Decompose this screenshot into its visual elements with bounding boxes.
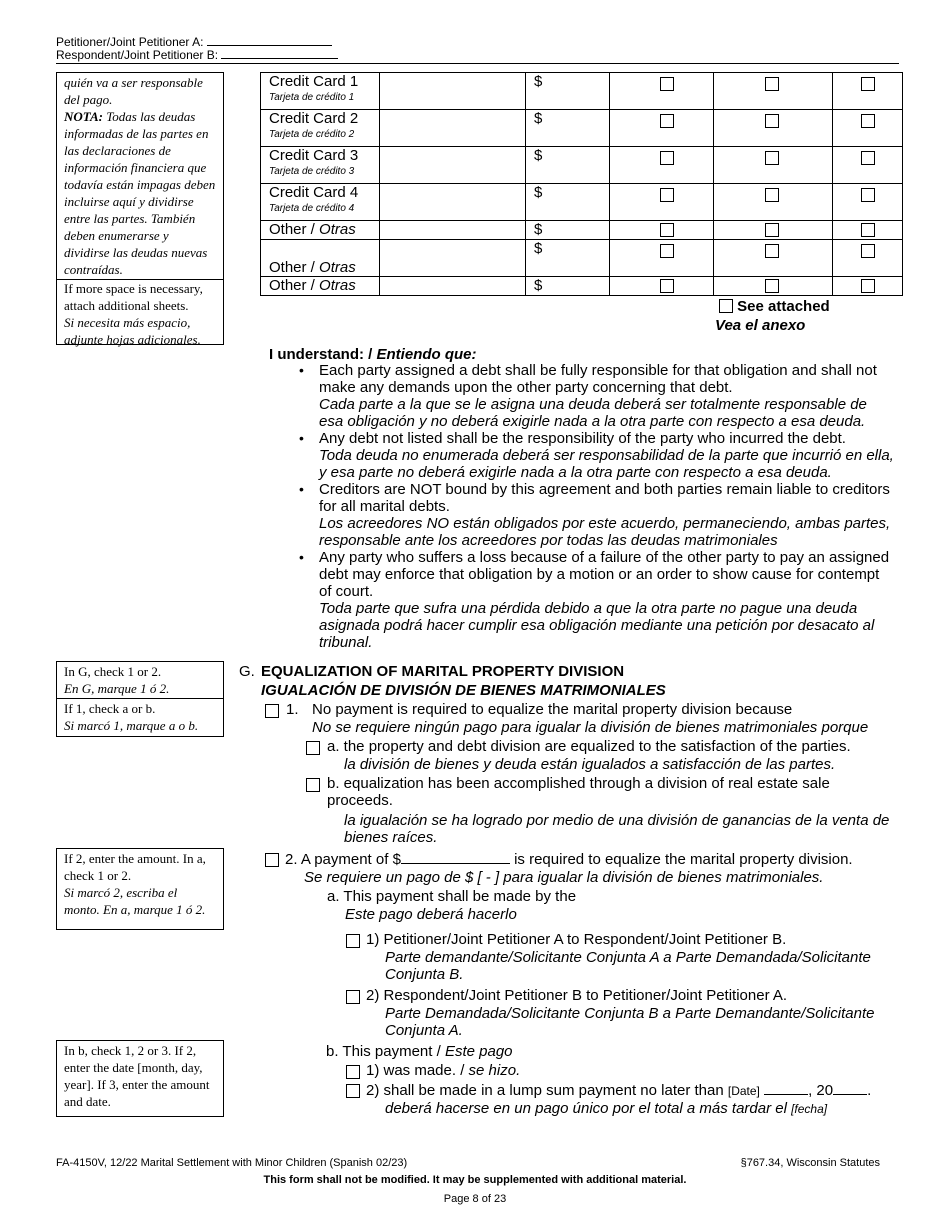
row-label: Other / xyxy=(269,221,320,238)
creditor-field[interactable] xyxy=(380,110,526,147)
row-label: Credit Card 1 xyxy=(269,73,359,90)
g-2b2-es: deberá hacerse en un pago único por el total a más tardar el [fecha] xyxy=(385,1100,828,1117)
checkbox[interactable] xyxy=(861,188,875,202)
respondent-b-name-field[interactable] xyxy=(221,47,338,59)
checkbox[interactable] xyxy=(660,114,674,128)
g-2a2-checkbox[interactable] xyxy=(346,990,360,1004)
sidebar-note-payment: If 2, enter the amount. In a, check 1 or 2. Si marcó 2, escriba el monto. En a, marque 1 ó 2. xyxy=(56,848,224,930)
row-label: Credit Card 4 xyxy=(269,184,359,201)
list-item: • Any debt not listed shall be the responsibility of the party who incurred the debt. Toda deuda no enumerada deberá ser responsabilidad de la parte que incurrió en ella, y esa parte no deberá exigirle nada a la otra parte con respecto a esa deuda. xyxy=(319,430,894,481)
row-sublabel: Tarjeta de crédito 1 xyxy=(269,92,355,103)
checkbox[interactable] xyxy=(765,279,779,293)
checkbox[interactable] xyxy=(765,77,779,91)
g-2b-en: b. This payment / Este pago xyxy=(326,1043,513,1060)
understand-list xyxy=(319,362,894,651)
g-2b2-checkbox[interactable] xyxy=(346,1084,360,1098)
g-option-2-es: Se requiere un pago de $ [ - ] para igualar la división de bienes matrimoniales. xyxy=(304,869,824,886)
row-label: Other / xyxy=(269,259,320,276)
g-2b1-en: 1) was made. / se hizo. xyxy=(366,1062,521,1079)
sidebar-note-g: In G, check 1 or 2. En G, marque 1 ó 2. If 1, check a or b. Si marcó 1, marque a o b. xyxy=(56,661,224,737)
g-option-1a-checkbox[interactable] xyxy=(306,741,320,755)
checkbox[interactable] xyxy=(861,279,875,293)
checkbox[interactable] xyxy=(660,244,674,258)
payment-date-field[interactable] xyxy=(764,1081,808,1095)
checkbox[interactable] xyxy=(660,188,674,202)
footer-notice: This form shall not be modified. It may be supplemented with additional material. xyxy=(263,1174,687,1186)
creditor-field[interactable] xyxy=(380,73,526,110)
creditor-field[interactable] xyxy=(380,184,526,221)
g-option-2-en: 2. A payment of $ is required to equalize the marital property division. xyxy=(285,851,853,868)
creditor-field[interactable] xyxy=(380,277,526,296)
section-g-title: EQUALIZATION OF MARITAL PROPERTY DIVISION xyxy=(261,663,625,680)
g-option-1-checkbox[interactable] xyxy=(265,704,279,718)
list-item: • Any party who suffers a loss because of a failure of the other party to pay an assigned debt may enforce that obligation by a motion or an order to show cause for contempt of court. Toda parte que sufra una pérdida debido a que la otra parte no pague una deuda asignada podrá hacer cumplir esa obligación mediante una petición por desacato al tribunal. xyxy=(319,549,894,651)
checkbox[interactable] xyxy=(765,244,779,258)
amount-field[interactable]: $ xyxy=(526,110,610,147)
row-sublabel: Tarjeta de crédito 3 xyxy=(269,166,355,177)
row-sublabel: Tarjeta de crédito 2 xyxy=(269,129,355,140)
payment-amount-field[interactable] xyxy=(401,850,510,864)
footer-statute: §767.34, Wisconsin Statutes xyxy=(740,1157,880,1169)
section-g-title-es: IGUALACIÓN DE DIVISIÓN DE BIENES MATRIMONIALES xyxy=(261,682,666,699)
nota-label: NOTA: xyxy=(64,109,103,124)
g-option-1b-checkbox[interactable] xyxy=(306,778,320,792)
g-2b2-en: 2) shall be made in a lump sum payment no later than [Date] , 20 . xyxy=(366,1082,872,1099)
see-attached xyxy=(719,298,830,315)
table-row xyxy=(261,73,903,110)
table-row: Other / Otras $ xyxy=(261,277,903,296)
amount-field[interactable]: $ xyxy=(526,184,610,221)
g-option-2-checkbox[interactable] xyxy=(265,853,279,867)
table-row xyxy=(261,184,903,221)
g-option-1-num: 1. xyxy=(286,701,299,718)
g-option-1a-en: a. the property and debt division are equalized to the satisfaction of the parties. xyxy=(327,738,851,755)
see-attached-checkbox[interactable] xyxy=(719,299,733,313)
g-2a-es: Este pago deberá hacerlo xyxy=(345,906,517,923)
nota-text: Todas las deudas informadas de las partes en las declaraciones de información financiera que todavía están impagas deben incluirse aquí y dividirse entre las partes. También deben enumerarse y dividirse las deudas nuevas contraídas. xyxy=(64,109,216,277)
sidebar-note-es: quién va a ser responsable del pago. xyxy=(64,75,203,107)
debt-table xyxy=(260,72,903,296)
checkbox[interactable] xyxy=(660,223,674,237)
section-g-letter: G. xyxy=(239,663,255,680)
understand-title: I understand: / Entiendo que: xyxy=(269,346,477,363)
amount-field[interactable]: $ xyxy=(526,277,610,296)
row-sublabel: Tarjeta de crédito 4 xyxy=(269,203,355,214)
table-row: Other / Otras $ xyxy=(261,221,903,240)
see-attached-es: Vea el anexo xyxy=(715,317,806,334)
table-row xyxy=(261,110,903,147)
see-attached-label: See attached xyxy=(737,298,830,315)
payment-year-field[interactable] xyxy=(833,1081,867,1095)
checkbox[interactable] xyxy=(861,244,875,258)
header-respondent-b xyxy=(56,47,338,62)
list-item: • Creditors are NOT bound by this agreement and both parties remain liable to creditors for all marital debts. Los acreedores NO están obligados por este acuerdo, permaneciendo, ambas partes, responsable ante los acreedores por todas las deudas matrimoniales xyxy=(319,481,894,549)
g-2a1-en: 1) Petitioner/Joint Petitioner A to Respondent/Joint Petitioner B. xyxy=(366,931,787,948)
table-row xyxy=(261,147,903,184)
g-2a2-en: 2) Respondent/Joint Petitioner B to Petitioner/Joint Petitioner A. xyxy=(366,987,788,1004)
creditor-field[interactable] xyxy=(380,221,526,240)
checkbox[interactable] xyxy=(861,151,875,165)
row-label: Other / xyxy=(269,277,320,294)
sidebar-more-space-en: If more space is necessary, attach additional sheets. xyxy=(64,281,203,313)
checkbox[interactable] xyxy=(861,223,875,237)
checkbox[interactable] xyxy=(861,77,875,91)
footer-form-id: FA-4150V, 12/22 Marital Settlement with Minor Children (Spanish 02/23) xyxy=(56,1157,408,1169)
g-option-1b-es: la igualación se ha logrado por medio de una división de ganancias de la venta de bienes raíces. xyxy=(344,812,890,846)
checkbox[interactable] xyxy=(861,114,875,128)
checkbox[interactable] xyxy=(765,114,779,128)
amount-field[interactable]: $ xyxy=(526,221,610,240)
header-petitioner-a-label: Petitioner/Joint Petitioner A: xyxy=(56,35,204,49)
creditor-field[interactable] xyxy=(380,147,526,184)
header-divider xyxy=(56,63,899,64)
list-item: • Each party assigned a debt shall be fully responsible for that obligation and shall not make any demands upon the other party concerning that debt. Cada parte a la que se le asigna una deuda deberá ser totalmente responsable de esa obligación y no deberá exigirle nada a la otra parte con respecto a esa deuda. xyxy=(319,362,894,430)
checkbox[interactable] xyxy=(660,77,674,91)
sidebar-note-debts xyxy=(56,72,224,345)
checkbox[interactable] xyxy=(765,223,779,237)
sidebar-note-b: In b, check 1, 2 or 3. If 2, enter the date [month, day, year]. If 3, enter the amount and date. xyxy=(56,1040,224,1117)
table-row: Other / Otras $ xyxy=(261,240,903,277)
checkbox[interactable] xyxy=(660,279,674,293)
page-number: Page 8 of 23 xyxy=(443,1193,507,1205)
g-2a-en: a. This payment shall be made by the xyxy=(327,888,577,905)
row-label: Credit Card 3 xyxy=(269,147,359,164)
g-2a2-es: Parte Demandada/Solicitante Conjunta B a Parte Demandante/Solicitante Conjunta A. xyxy=(385,1005,875,1039)
g-option-1b-en: b. equalization has been accomplished through a division of real estate sale proceeds. xyxy=(327,775,830,809)
header-respondent-b-label: Respondent/Joint Petitioner B: xyxy=(56,48,219,62)
row-label: Credit Card 2 xyxy=(269,110,359,127)
petitioner-a-name-field[interactable] xyxy=(207,34,332,46)
g-option-1a-es: la división de bienes y deuda están igualados a satisfacción de las partes. xyxy=(344,756,836,773)
amount-field[interactable]: $ xyxy=(526,73,610,110)
g-option-1-en: No payment is required to equalize the marital property division because xyxy=(312,701,793,718)
sidebar-more-space-es: Si necesita más espacio, adjunte hojas adicionales. xyxy=(64,315,201,347)
amount-field[interactable]: $ xyxy=(526,240,610,277)
checkbox[interactable] xyxy=(765,151,779,165)
creditor-field[interactable] xyxy=(380,240,526,277)
g-2b1-checkbox[interactable] xyxy=(346,1065,360,1079)
amount-field[interactable]: $ xyxy=(526,147,610,184)
checkbox[interactable] xyxy=(765,188,779,202)
g-option-1-es: No se requiere ningún pago para igualar la división de bienes matrimoniales porque xyxy=(312,719,869,736)
checkbox[interactable] xyxy=(660,151,674,165)
g-2a1-checkbox[interactable] xyxy=(346,934,360,948)
g-2a1-es: Parte demandante/Solicitante Conjunta A a Parte Demandada/Solicitante Conjunta B. xyxy=(385,949,871,983)
